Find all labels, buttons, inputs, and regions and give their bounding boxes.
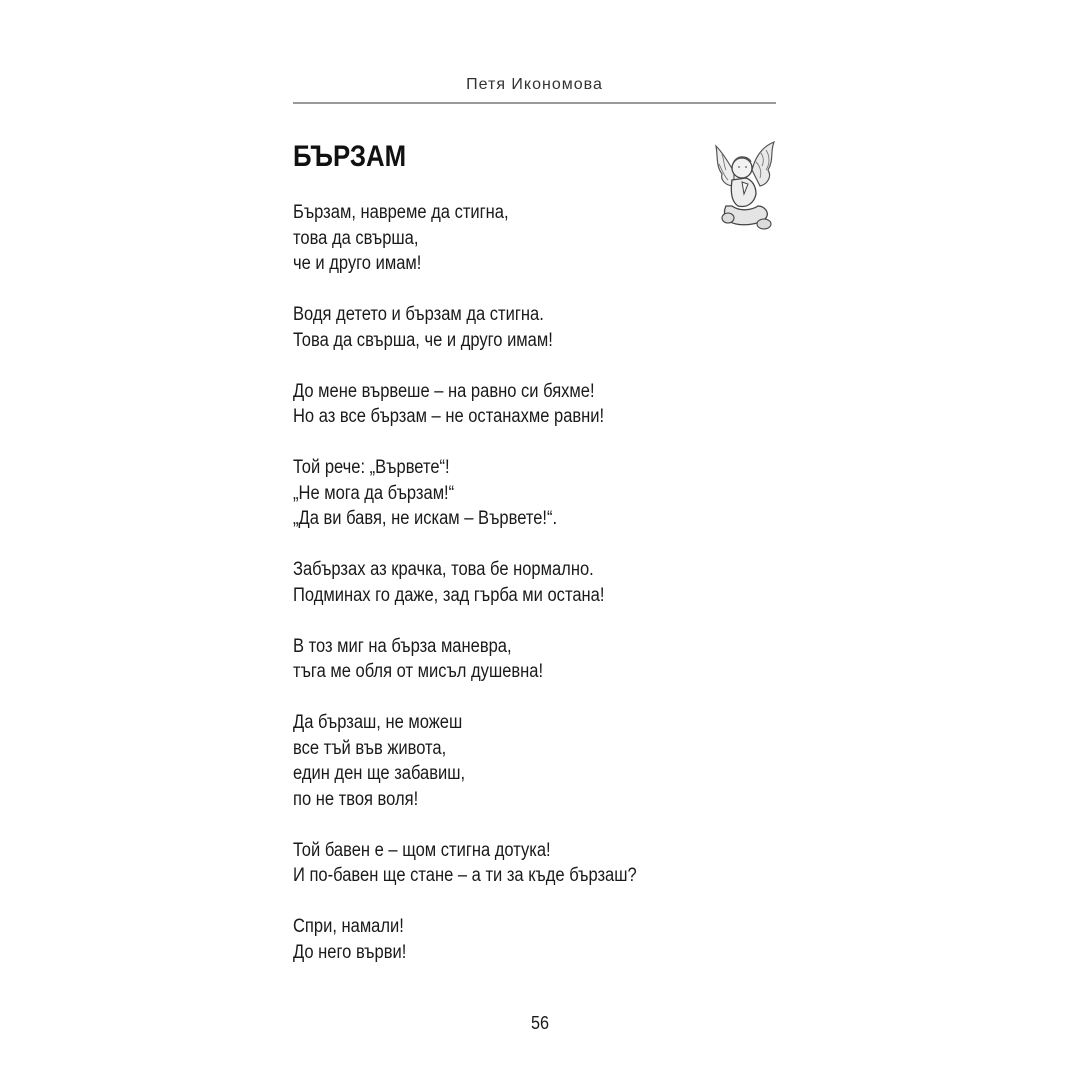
stanza [293, 455, 702, 532]
stanza [293, 379, 702, 430]
running-head-author: Петя Икономова [466, 76, 603, 93]
header-rule [293, 102, 776, 104]
poem-line: Той рече: „Вървете“! [293, 457, 450, 478]
poem-line: един ден ще забавиш, [293, 763, 466, 784]
poem-line: Водя детето и бързам да стигна. [293, 304, 544, 325]
poem-line: все тъй във живота, [293, 737, 447, 759]
poem-line: Това да свърша, че и друго имам! [293, 329, 553, 351]
poem-line: това да свърша, [293, 227, 419, 249]
poem-line: До мене вървеше – на равно си бяхме! [293, 380, 595, 402]
stanza [293, 710, 702, 812]
poem-body [293, 200, 702, 991]
page-number: 56 [530, 1013, 550, 1033]
poem-line: Но аз все бързам – не останахме равни! [293, 406, 605, 427]
poem-line: Да бързаш, не можеш [293, 712, 463, 733]
poem-line: В тоз миг на бърза маневра, [293, 635, 512, 657]
poem-line: „Не мога да бързам!“ [293, 482, 455, 504]
stanza [293, 200, 702, 277]
poem-line: И по-бавен ще стане – а ти за къде бързаш? [293, 865, 637, 886]
poem-line: До него върви! [293, 941, 407, 963]
poem-line: Спри, намали! [293, 916, 404, 937]
angel-icon [712, 140, 778, 232]
stanza [293, 302, 702, 353]
poem-line: Бързам, навреме да стигна, [293, 202, 509, 223]
stanza [293, 838, 702, 889]
stanza [293, 557, 702, 608]
stanza [293, 914, 702, 965]
poem-line: тъга ме обля от мисъл душевна! [293, 661, 544, 682]
poem-line: по не твоя воля! [293, 788, 419, 810]
poem-line: че и друго имам! [293, 253, 422, 274]
poem-line: Забързах аз крачка, това бе нормално. [293, 559, 594, 580]
poem-line: Той бавен е – щом стигна дотука! [293, 839, 551, 861]
poem-title: БЪРЗАМ [293, 140, 407, 173]
stanza [293, 634, 702, 685]
poem-line: Подминах го даже, зад гърба ми остана! [293, 584, 605, 606]
poem-line: „Да ви бавя, не искам – Вървете!“. [293, 508, 558, 529]
